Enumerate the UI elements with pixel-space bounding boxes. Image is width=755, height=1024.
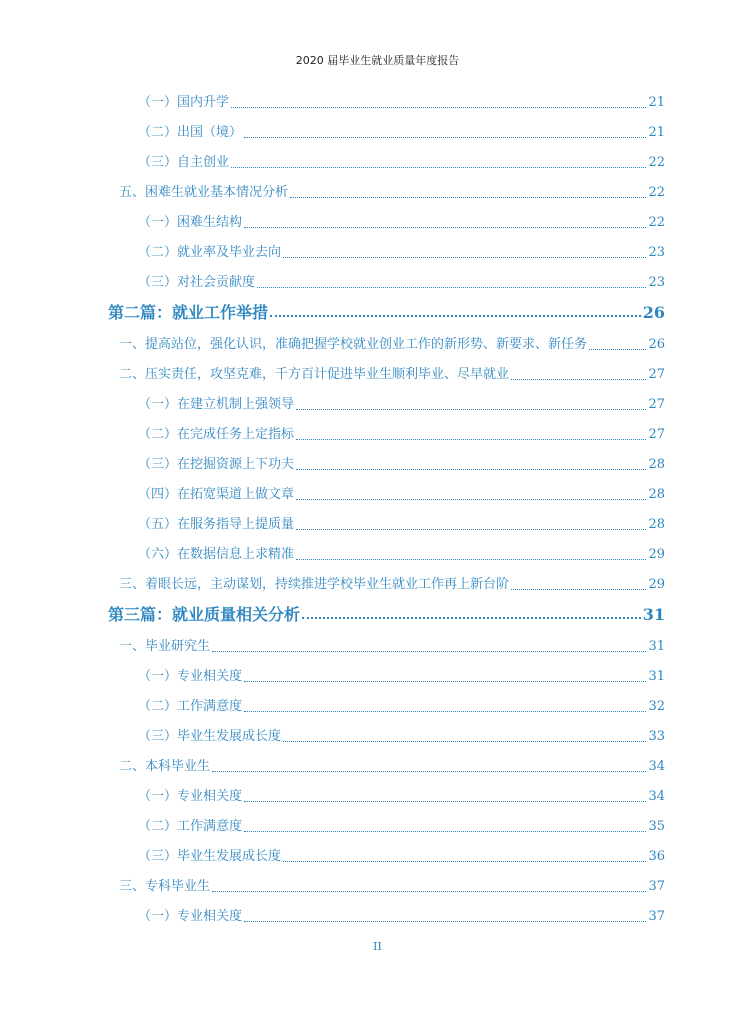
dot-leader: [244, 830, 646, 832]
toc-entry[interactable]: [0, 810, 665, 836]
toc-entry-label: （二）工作满意度: [138, 819, 243, 834]
toc-entry-page: 27: [648, 427, 665, 442]
toc-entry-label: （六）在数据信息上求精准: [138, 547, 295, 562]
dot-leader: [511, 378, 646, 380]
toc-entry-page: 36: [648, 849, 665, 864]
toc-entry[interactable]: [0, 538, 665, 564]
toc-entry-label: （一）在建立机制上强领导: [138, 397, 295, 412]
toc-entry-label: （二）工作满意度: [138, 699, 243, 714]
dot-leader: [283, 860, 646, 862]
toc-entry-label: （一）国内升学: [138, 95, 230, 110]
toc-entry-page: 27: [648, 397, 665, 412]
toc-entry-page: 32: [648, 699, 665, 714]
toc-entry-label: （三）在挖掘资源上下功夫: [138, 457, 295, 472]
dot-leader: [589, 348, 646, 350]
toc-entry[interactable]: [0, 690, 665, 716]
dot-leader: [296, 528, 646, 530]
dot-leader: [231, 106, 646, 108]
dot-leader: [244, 136, 646, 138]
toc-entry[interactable]: [0, 116, 665, 142]
toc-entry-page: 29: [648, 547, 665, 562]
dot-leader: [244, 920, 646, 922]
toc-entry[interactable]: [0, 840, 665, 866]
dot-leader: [244, 800, 646, 802]
toc-part-heading[interactable]: [0, 598, 665, 624]
toc-entry-label: （一）专业相关度: [138, 789, 243, 804]
toc-entry-label: 二、压实责任，攻坚克难，千方百计促进毕业生顺利毕业、尽早就业: [119, 367, 510, 382]
toc-entry-label: （二）就业率及毕业去向: [138, 245, 282, 260]
toc-entry-label: （一）困难生结构: [138, 215, 243, 230]
toc-entry-page: 23: [648, 245, 665, 260]
toc-entry[interactable]: [0, 900, 665, 926]
dot-leader: [296, 498, 646, 500]
toc-entry-page: 31: [648, 639, 665, 654]
dot-leader: [290, 196, 646, 198]
dot-leader: [296, 468, 646, 470]
toc-entry-label: 第三篇：就业质量相关分析: [108, 605, 301, 624]
toc-entry-page: 26: [642, 303, 665, 322]
toc-entry-label: （三）毕业生发展成长度: [138, 729, 282, 744]
toc-entry-page: 35: [648, 819, 665, 834]
toc-entry[interactable]: [0, 418, 665, 444]
toc-entry-page: 21: [648, 95, 665, 110]
toc-entry[interactable]: [0, 448, 665, 474]
page-number: II: [373, 940, 382, 953]
toc-entry-page: 29: [648, 577, 665, 592]
toc-entry[interactable]: [0, 266, 665, 292]
toc-entry-page: 21: [648, 125, 665, 140]
toc-entry[interactable]: [0, 146, 665, 172]
toc-entry-label: 三、专科毕业生: [119, 879, 211, 894]
toc-entry-page: 28: [648, 487, 665, 502]
toc-entry[interactable]: [0, 630, 665, 656]
toc-entry[interactable]: [0, 568, 665, 594]
toc-entry-page: 31: [648, 669, 665, 684]
toc-entry-page: 31: [642, 605, 665, 624]
toc-entry[interactable]: [0, 86, 665, 112]
dot-leader: [244, 680, 646, 682]
toc-entry[interactable]: [0, 780, 665, 806]
toc-entry-label: （二）出国（境）: [138, 125, 243, 140]
toc-entry-label: 二、本科毕业生: [119, 759, 211, 774]
toc-entry[interactable]: [0, 660, 665, 686]
dot-leader: [296, 408, 646, 410]
toc-entry-label: 一、毕业研究生: [119, 639, 211, 654]
toc-entry-label: （三）对社会贡献度: [138, 275, 256, 290]
toc-entry-label: （一）专业相关度: [138, 669, 243, 684]
dot-leader: [511, 588, 646, 590]
toc-part-heading[interactable]: [0, 296, 665, 322]
toc-entry[interactable]: [0, 328, 665, 354]
toc-entry-label: （二）在完成任务上定指标: [138, 427, 295, 442]
dot-leader: [283, 256, 646, 258]
toc-entry[interactable]: [0, 206, 665, 232]
toc-entry[interactable]: [0, 176, 665, 202]
toc-entry[interactable]: [0, 870, 665, 896]
toc-entry-page: 22: [648, 155, 665, 170]
toc-entry-label: 一、提高站位，强化认识，准确把握学校就业创业工作的新形势、新要求、新任务: [119, 337, 588, 352]
toc-entry-page: 28: [648, 517, 665, 532]
dot-leader: [257, 286, 646, 288]
dot-leader: [296, 438, 646, 440]
toc-entry[interactable]: [0, 358, 665, 384]
toc-entry[interactable]: [0, 478, 665, 504]
toc-entry[interactable]: [0, 236, 665, 262]
dot-leader: [212, 770, 646, 772]
toc-entry-page: 37: [648, 879, 665, 894]
toc-entry-page: 34: [648, 789, 665, 804]
toc-entry-label: （四）在拓宽渠道上做文章: [138, 487, 295, 502]
dot-leader: [283, 740, 646, 742]
toc-entry[interactable]: [0, 750, 665, 776]
dot-leader: [270, 314, 641, 317]
toc-entry-page: 34: [648, 759, 665, 774]
toc-entry-label: （一）专业相关度: [138, 909, 243, 924]
toc-entry-page: 26: [648, 337, 665, 352]
dot-leader: [212, 650, 646, 652]
running-header: 2020 届毕业生就业质量年度报告: [295, 54, 460, 67]
toc-entry-page: 22: [648, 185, 665, 200]
dot-leader: [296, 558, 646, 560]
toc-entry-page: 28: [648, 457, 665, 472]
dot-leader: [302, 616, 641, 619]
toc-entry-label: 五、困难生就业基本情况分析: [119, 185, 289, 200]
toc-entry-label: （三）自主创业: [138, 155, 230, 170]
toc-entry[interactable]: [0, 388, 665, 414]
dot-leader: [244, 226, 646, 228]
toc-entry-page: 27: [648, 367, 665, 382]
toc-entry-label: （五）在服务指导上提质量: [138, 517, 295, 532]
dot-leader: [212, 890, 646, 892]
toc-entry[interactable]: [0, 508, 665, 534]
toc-entry-label: 第二篇：就业工作举措: [108, 303, 269, 322]
toc-entry-page: 22: [648, 215, 665, 230]
toc-entry-page: 23: [648, 275, 665, 290]
toc-entry-label: 三、着眼长远，主动谋划，持续推进学校毕业生就业工作再上新台阶: [119, 577, 510, 592]
toc-entry-page: 33: [648, 729, 665, 744]
toc-entry[interactable]: [0, 720, 665, 746]
toc-entry-label: （三）毕业生发展成长度: [138, 849, 282, 864]
toc-entry-page: 37: [648, 909, 665, 924]
dot-leader: [244, 710, 646, 712]
dot-leader: [231, 166, 646, 168]
